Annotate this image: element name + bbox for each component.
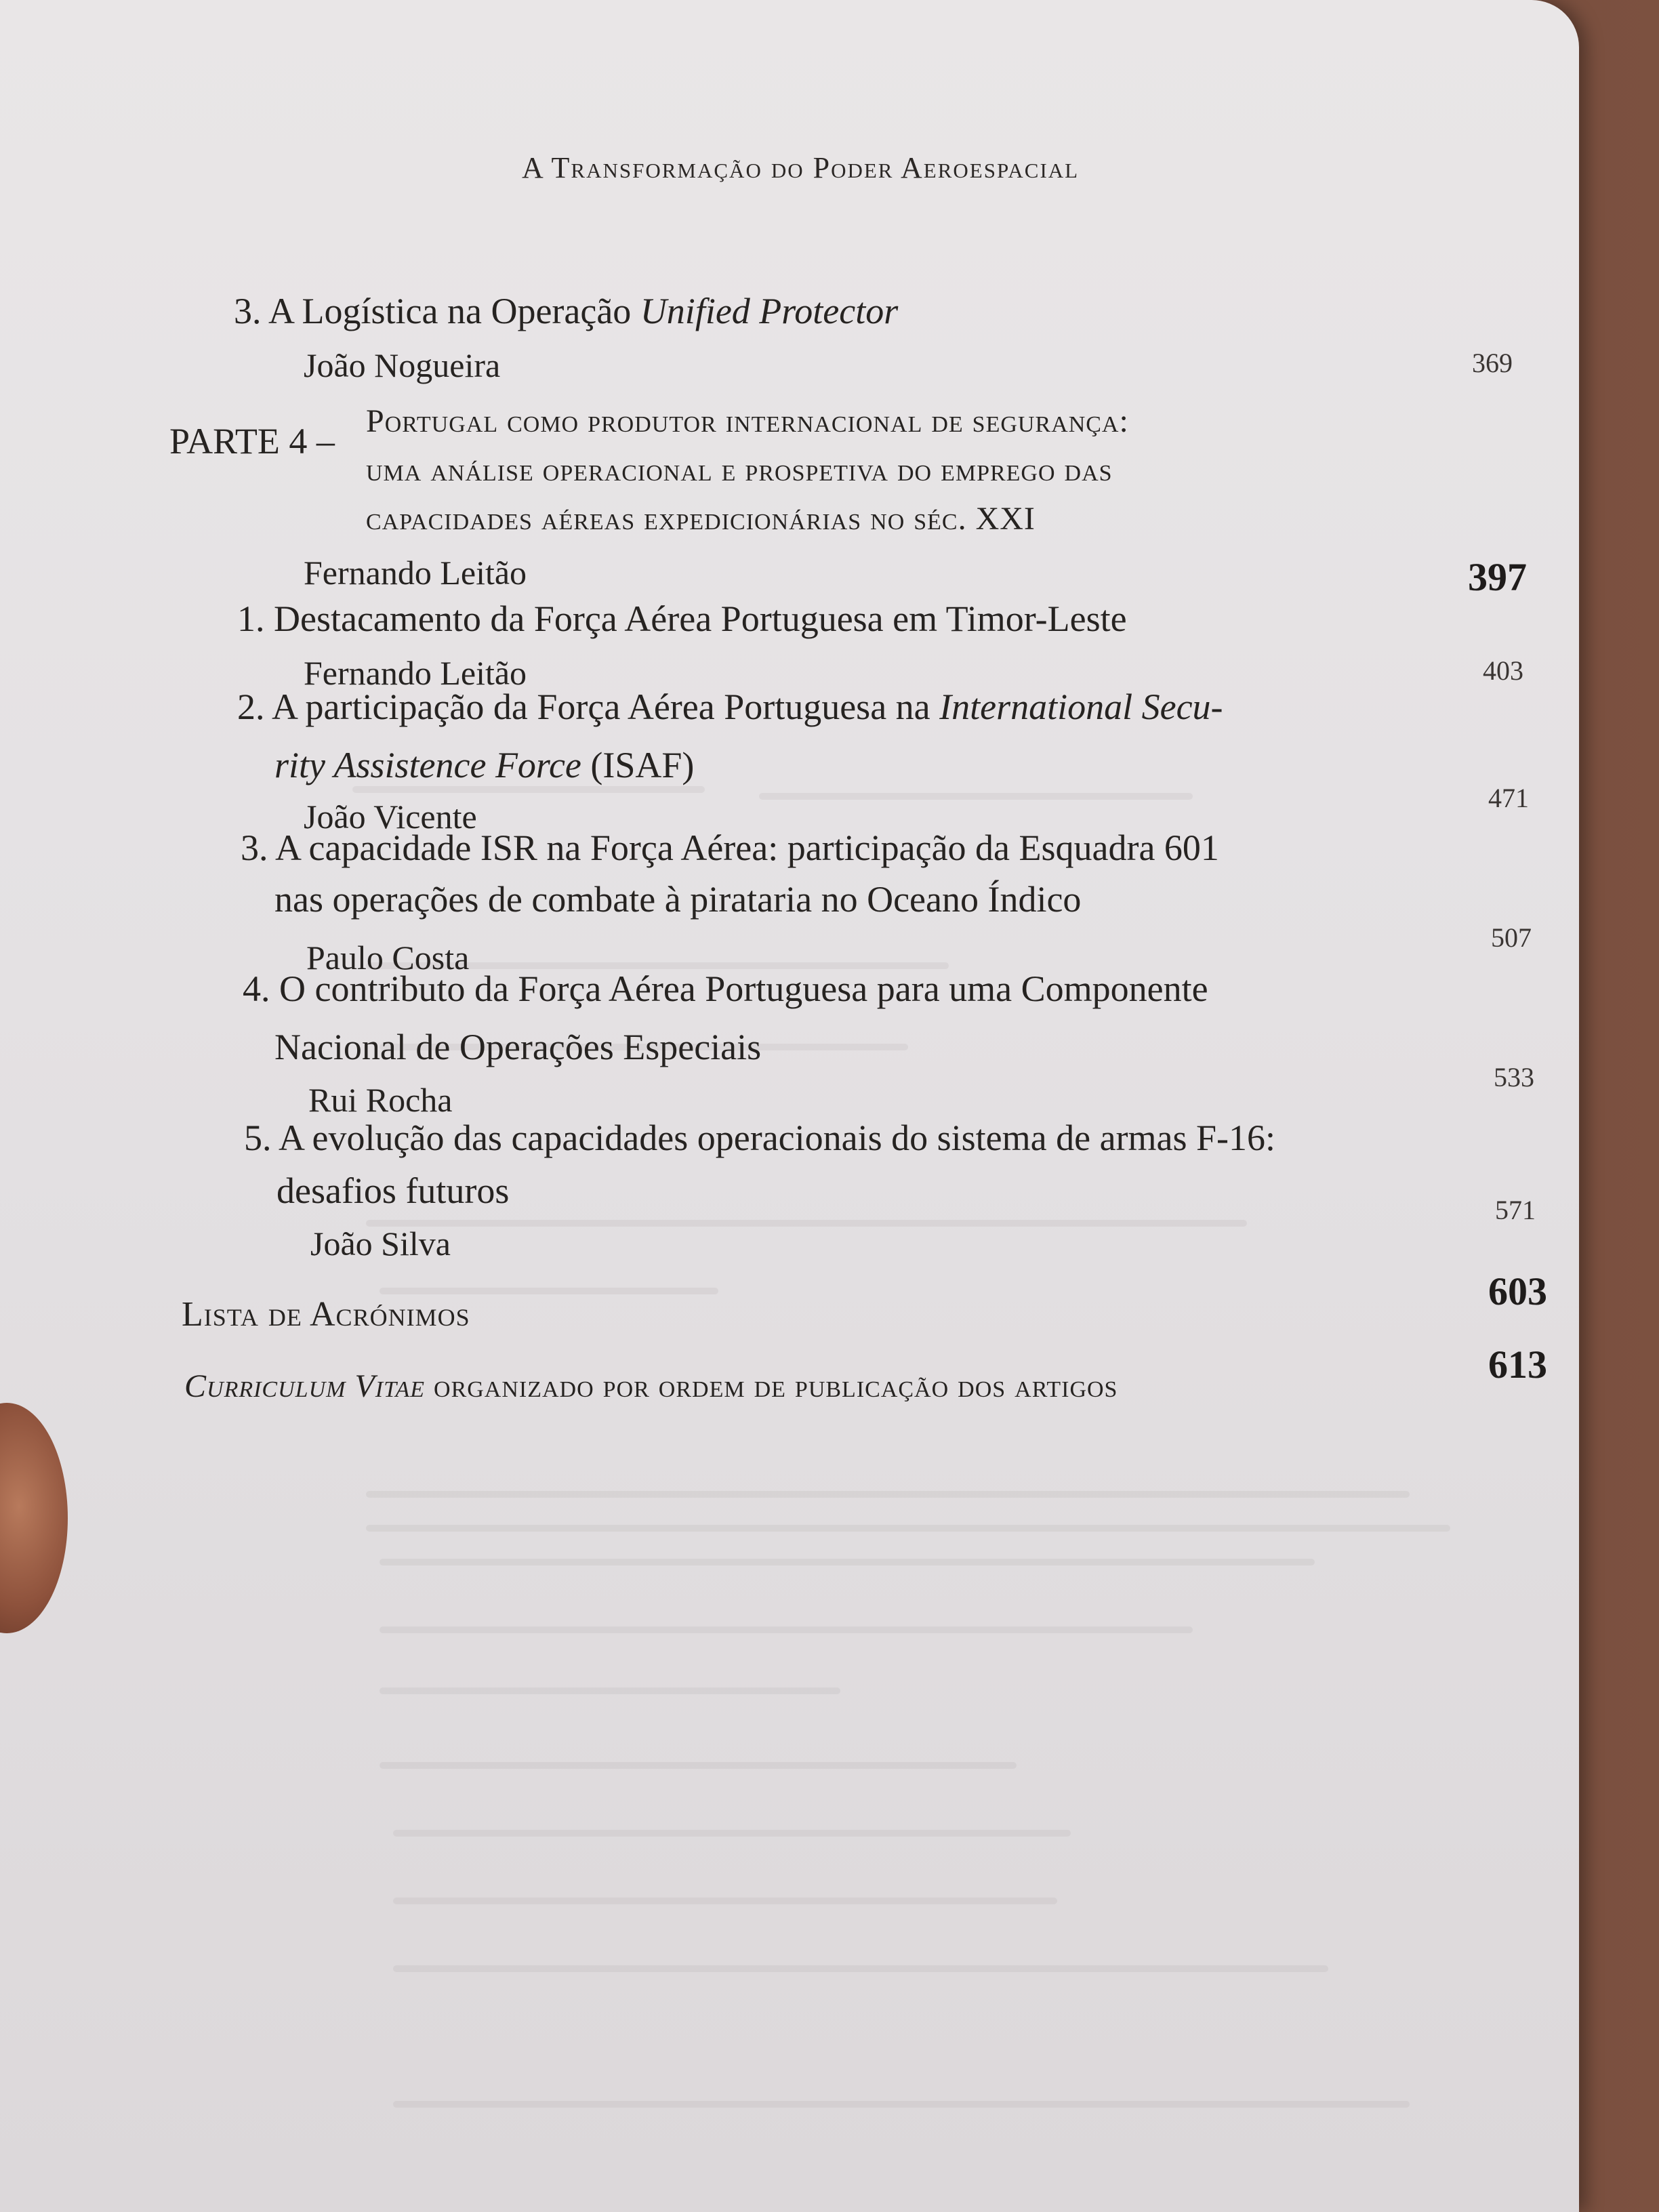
part-title-line-1: Portugal como produtor internacional de segurança: (366, 403, 1129, 439)
toc-entry-especiais-line-1 (243, 968, 1208, 1010)
part-label: PARTE 4 – (169, 421, 335, 462)
entry-title: O contributo da Força Aérea Portuguesa para uma Componente (279, 968, 1208, 1009)
entry-title-italic: rity Assistence Force (274, 745, 581, 785)
entry-author: Rui Rocha (308, 1081, 453, 1119)
entry-page-number: 571 (1495, 1195, 1536, 1225)
toc-entry-isr-line-1 (241, 827, 1219, 869)
entry-number: 2. (237, 687, 265, 727)
toc-entry-isr-line-2: nas operações de combate à pirataria no Oceano Índico (274, 879, 1082, 920)
back-matter-acronyms: Lista de Acrónimos (182, 1295, 470, 1334)
part-author: Fernando Leitão (304, 554, 527, 592)
entry-number: 5. (244, 1118, 272, 1158)
entry-author: João Vicente (304, 798, 477, 836)
entry-title: A capacidade ISR na Força Aérea: participação da Esquadra 601 (275, 827, 1219, 868)
back-matter-page-number: 613 (1488, 1343, 1547, 1387)
toc-entry-isaf-line-1 (237, 686, 1223, 728)
part-title-line-2: uma análise operacional e prospetiva do emprego das (366, 452, 1113, 488)
entry-number: 1. (237, 598, 265, 639)
part-title-line-3: capacidades aéreas expedicionárias no séc. XXI (366, 501, 1036, 537)
entry-title-italic: International Secu- (939, 687, 1223, 727)
entry-author: João Nogueira (304, 346, 501, 384)
entry-number: 4. (243, 968, 270, 1009)
running-head: A Transformação do Poder Aeroespacial (522, 151, 1080, 184)
entry-number: 3. (234, 291, 262, 331)
entry-title: A evolução das capacidades operacionais do sistema de armas F-16: (279, 1118, 1276, 1158)
entry-number: 3. (241, 827, 268, 868)
entry-page-number: 533 (1494, 1062, 1534, 1092)
entry-author: Fernando Leitão (304, 654, 527, 692)
entry-title: (ISAF) (590, 745, 695, 785)
back-matter-page-number: 603 (1488, 1269, 1547, 1313)
entry-title: A Logística na Operação (268, 291, 632, 331)
toc-entry-especiais-line-2: Nacional de Operações Especiais (274, 1027, 762, 1067)
entry-page-number: 507 (1491, 922, 1532, 953)
entry-author: João Silva (310, 1225, 451, 1263)
toc-entry-timor-title (237, 598, 1127, 640)
entry-title-italic: Curriculum Vitae (184, 1368, 426, 1404)
toc-entry-f16-line-2: desafios futuros (276, 1170, 510, 1211)
entry-title: Destacamento da Força Aérea Portuguesa em Timor-Leste (274, 598, 1127, 639)
entry-page-number: 403 (1483, 655, 1523, 686)
toc-entry-logistica-title (234, 290, 898, 332)
entry-title-italic: Unified Protector (640, 291, 899, 331)
entry-page-number: 471 (1488, 783, 1529, 813)
entry-title: A participação da Força Aérea Portuguesa na (272, 687, 930, 727)
toc-entry-f16-line-1 (244, 1117, 1275, 1159)
entry-title: organizado por ordem de publicação dos artigos (434, 1368, 1118, 1404)
part-page-number: 397 (1468, 555, 1527, 599)
back-matter-curriculum (184, 1368, 1118, 1405)
entry-page-number: 369 (1472, 348, 1513, 378)
toc-entry-isaf-line-2 (274, 744, 694, 786)
entry-author: Paulo Costa (306, 939, 470, 977)
